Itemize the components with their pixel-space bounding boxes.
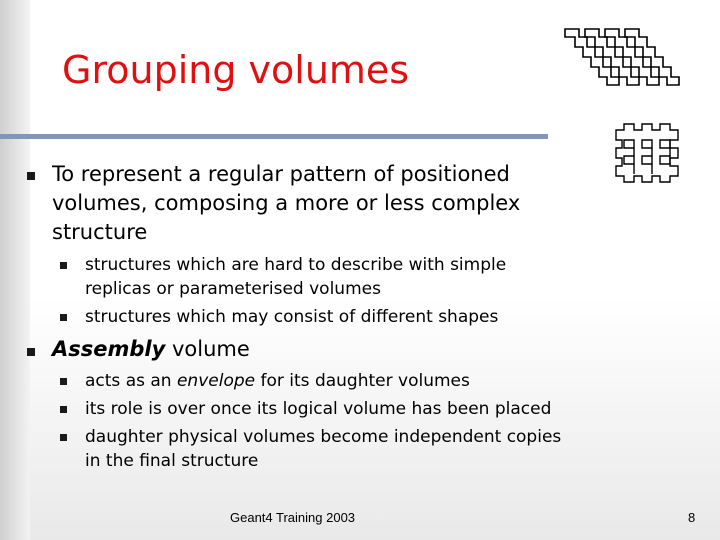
cross-pattern-assembly-figure xyxy=(612,120,686,194)
bullet-2-line xyxy=(52,335,250,364)
slide-title: Grouping volumes xyxy=(62,48,410,92)
title-underline-rule xyxy=(0,134,548,139)
sub-bullet-2-1-pre: acts as an xyxy=(85,371,177,391)
bullet-1-line-1: To represent a regular pattern of positioned xyxy=(52,162,510,186)
left-gradient-strip xyxy=(0,0,30,540)
footer-page-number: 8 xyxy=(688,510,696,525)
sub-bullet-2-1-post: for its daughter volumes xyxy=(255,371,470,391)
bullet-1-line-2: volumes, composing a more or less complex xyxy=(52,191,521,215)
sub-bullet-2-2-line: its role is over once its logical volume has been placed xyxy=(85,399,552,419)
sub-bullet-1-1-line-2: replicas or parameterised volumes xyxy=(85,279,381,299)
footer-center-text: Geant4 Training 2003 xyxy=(230,510,356,525)
sub-bullet-2-2-square-bullet-icon xyxy=(60,406,67,413)
sub-bullet-2-3-square-bullet-icon xyxy=(60,434,67,441)
sub-bullet-1-2-line-1: structures which may consist of different shapes xyxy=(85,307,499,327)
bullet-1-line-3: structure xyxy=(52,220,148,244)
bullet-2-square-bullet-icon xyxy=(27,348,35,356)
sub-bullet-1-2-square-bullet-icon xyxy=(60,314,67,321)
sub-bullet-2-3-line-2: in the final structure xyxy=(85,451,259,471)
sub-bullet-2-1-square-bullet-icon xyxy=(60,378,67,385)
staircase-assembly-figure xyxy=(557,23,685,97)
sub-bullet-1-1-square-bullet-icon xyxy=(60,262,67,269)
sub-bullet-2-1-italic: envelope xyxy=(176,371,256,391)
bullet-2-emphasis: Assembly xyxy=(52,337,166,361)
sub-bullet-1-1-line-1: structures which are hard to describe with simple xyxy=(85,255,507,275)
sub-bullet-2-1-line xyxy=(85,368,470,394)
sub-bullet-2-3-line-1: daughter physical volumes become independent copies xyxy=(85,427,562,447)
bullet-2-rest: volume xyxy=(165,337,250,361)
bullet-1-square-bullet-icon xyxy=(27,172,35,180)
